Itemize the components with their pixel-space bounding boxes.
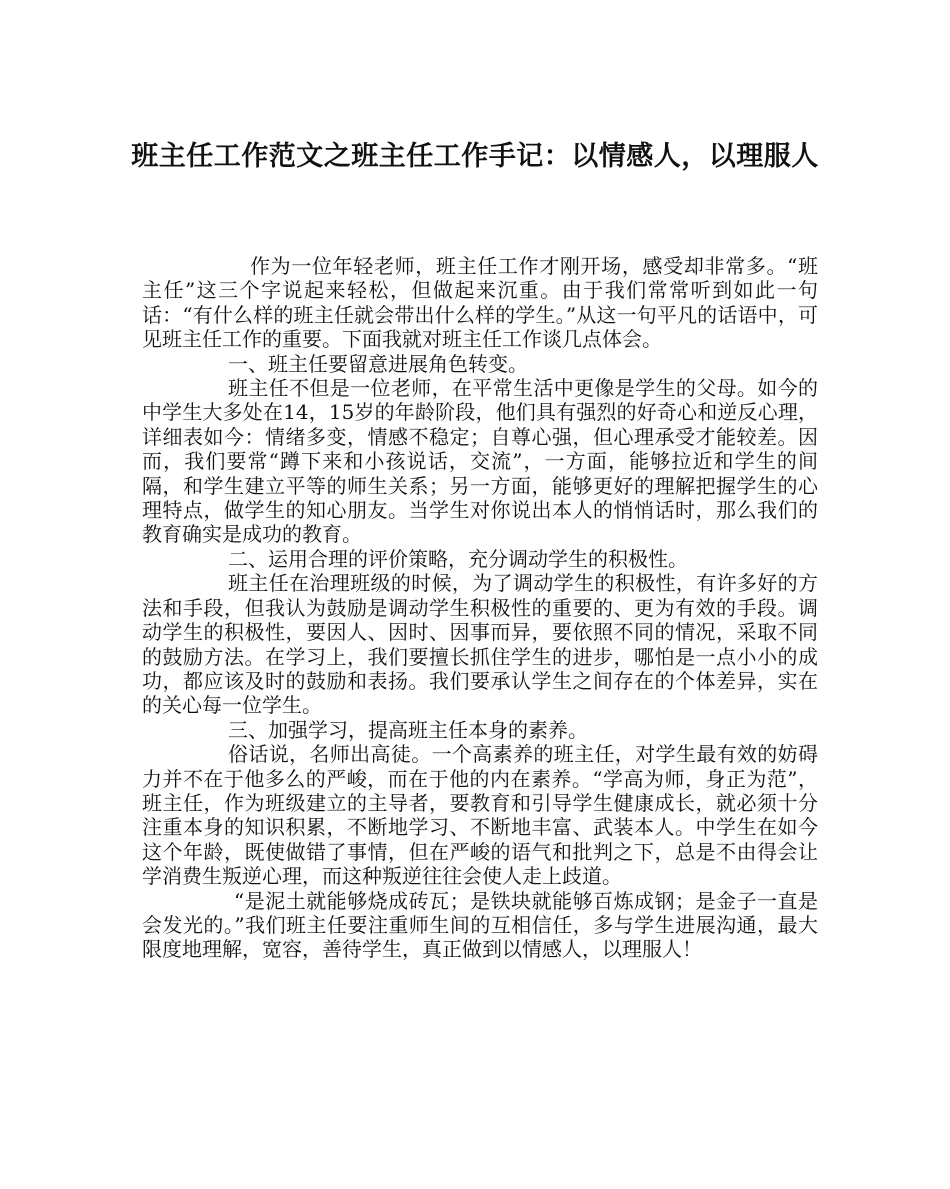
paragraph-section-2: 班主任在治理班级的时候，为了调动学生的积极性，有许多好的方法和手段，但我认为鼓励是调动学生积极性的重要的、更为有效的手段。调动学生的积极性，要因人、因时、因事而异，要依照不同的情况，采取不同的鼓励方法。在学习上，我们要擅长抓住学生的进步，哪怕是一点小小的成功，都应该及时的鼓励和表扬。我们要承认学生之间存在的个体差异，实在的关心每一位学生。 <box>142 571 818 718</box>
paragraph-section-1: 班主任不但是一位老师，在平常生活中更像是学生的父母。如今的中学生大多处在14，15岁的年龄阶段，他们具有强烈的好奇心和逆反心理，详细表如今：情绪多变，情感不稳定；自尊心强，但心理承受才能较差。因而，我们要常“蹲下来和小孩说话，交流”，一方面，能够拉近和学生的间隔，和学生建立平等的师生关系；另一方面，能够更好的理解把握学生的心理特点，做学生的知心朋友。当学生对你说出本人的悄悄话时，那么我们的教育确实是成功的教育。 <box>142 376 818 547</box>
paragraph-conclusion: “是泥土就能够烧成砖瓦；是铁块就能够百炼成钢；是金子一直是会发光的。”我们班主任要注重师生间的互相信任，多与学生进展沟通，最大限度地理解，宽容，善待学生，真正做到以情感人，以理服人！ <box>142 888 818 962</box>
section-heading-2: 二、运用合理的评价策略，充分调动学生的积极性。 <box>228 546 688 571</box>
section-heading-1: 一、班主任要留意进展角色转变。 <box>228 351 528 376</box>
paragraph-section-3: 俗话说，名师出高徒。一个高素养的班主任，对学生最有效的妨碍力并不在于他多么的严峻，而在于他的内在素养。“学高为师，身正为范”，班主任，作为班级建立的主导者，要教育和引导学生健康成长，就必须十分注重本身的知识积累，不断地学习、不断地丰富、武装本人。中学生在如今这个年龄，既使做错了事情，但在严峻的语气和批判之下，总是不由得会让学消费生叛逆心理，而这种叛逆往往会使人走上歧道。 <box>142 742 818 889</box>
paragraph-intro: 作为一位年轻老师，班主任工作才刚开场，感受却非常多。“班主任”这三个字说起来轻松，但做起来沉重。由于我们常常听到如此一句话：“有什么样的班主任就会带出什么样的学生。”从这一句平凡的话语中，可见班主任工作的重要。下面我就对班主任工作谈几点体会。 <box>142 254 818 352</box>
section-heading-3: 三、加强学习，提高班主任本身的素养。 <box>228 717 588 742</box>
document-body <box>142 254 818 962</box>
document-title: 班主任工作范文之班主任工作手记：以情感人，以理服人 <box>131 141 819 172</box>
